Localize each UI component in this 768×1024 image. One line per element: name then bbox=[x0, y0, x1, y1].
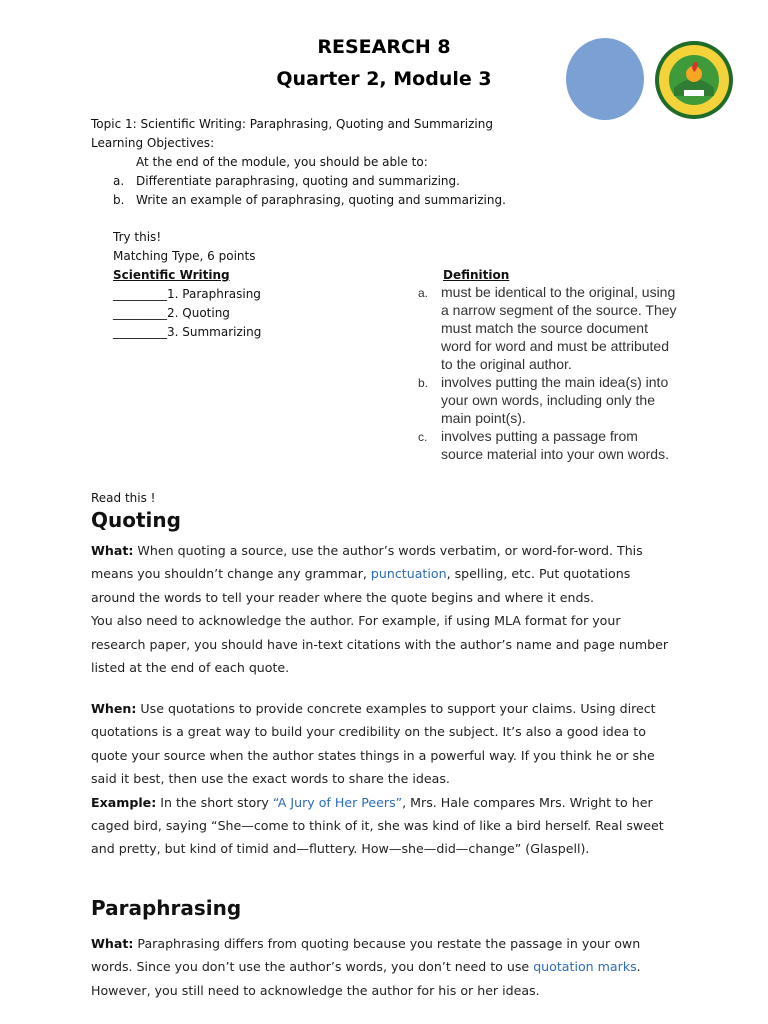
text: Paraphrasing differs from quoting because you restate the passage in your own bbox=[133, 936, 641, 951]
definition-line: must be identical to the original, using bbox=[441, 284, 676, 300]
text: When quoting a source, use the author’s words verbatim, or word-for-word. This bbox=[133, 543, 643, 558]
decorative-circle bbox=[566, 38, 644, 120]
definition-line: to the original author. bbox=[441, 356, 572, 372]
definition-b bbox=[441, 373, 668, 427]
objective-item: Write an example of paraphrasing, quoting and summarizing. bbox=[136, 193, 506, 207]
definition-a bbox=[441, 283, 677, 373]
definition-line: your own words, including only the bbox=[441, 392, 656, 408]
matching-item: _________2. Quoting bbox=[113, 306, 230, 320]
text: caged bird, saying “She—come to think of it, she was kind of like a bird herself. Real sweet bbox=[91, 818, 664, 834]
text: means you shouldn’t change any grammar, bbox=[91, 566, 371, 582]
definition-line: involves putting the main idea(s) into bbox=[441, 374, 669, 390]
quoting-heading: Quoting bbox=[91, 508, 181, 532]
text: quotations is a great way to build your credibility on the subject. It’s also a good idea to bbox=[91, 724, 646, 740]
example-label: Example: bbox=[91, 794, 157, 810]
topic-line: Topic 1: Scientific Writing: Paraphrasing, Quoting and Summarizing bbox=[91, 117, 493, 131]
text: quote your source when the author states things in a powerful way. If you think he or she bbox=[91, 747, 655, 763]
what-label: What: bbox=[91, 936, 134, 951]
objective-marker: b. bbox=[113, 193, 125, 207]
matching-type: Matching Type, 6 points bbox=[113, 249, 256, 263]
division-seal-logo bbox=[654, 40, 734, 120]
text: , spelling, etc. Put quotations bbox=[446, 566, 631, 582]
definition-marker: c. bbox=[418, 430, 428, 444]
definition-line: a narrow segment of the source. They bbox=[441, 302, 677, 318]
try-this: Try this! bbox=[113, 230, 162, 244]
definition-line: involves putting a passage from bbox=[441, 428, 638, 444]
punctuation-link[interactable]: punctuation bbox=[370, 566, 447, 582]
page-subtitle: Quarter 2, Module 3 bbox=[276, 68, 492, 90]
text: said it best, then use the exact words to share the ideas. bbox=[91, 771, 450, 787]
matching-item: _________3. Summarizing bbox=[113, 325, 262, 339]
text: However, you still need to acknowledge the author for his or her ideas. bbox=[91, 982, 540, 998]
objective-item: Differentiate paraphrasing, quoting and summarizing. bbox=[136, 174, 460, 188]
definition-marker: b. bbox=[418, 376, 429, 390]
definition-c bbox=[441, 427, 669, 463]
text: , Mrs. Hale compares Mrs. Wright to her bbox=[402, 794, 653, 810]
when-label: When: bbox=[91, 701, 137, 716]
text: and pretty, but kind of timid and—fluttery. How—she—did—change” (Glaspell). bbox=[91, 841, 590, 857]
text: In the short story bbox=[156, 794, 273, 810]
paraphrasing-what-paragraph bbox=[91, 932, 681, 1002]
read-this: Read this ! bbox=[91, 491, 156, 505]
quoting-what-paragraph bbox=[91, 539, 681, 679]
column-right-header: Definition bbox=[443, 268, 510, 282]
column-left-header: Scientific Writing bbox=[113, 268, 230, 282]
quoting-when-paragraph bbox=[91, 697, 681, 861]
text: listed at the end of each quote. bbox=[91, 660, 290, 676]
text: words. Since you don’t use the author’s words, you don’t need to use bbox=[91, 959, 534, 975]
text: Use quotations to provide concrete examples to support your claims. Using direct bbox=[136, 701, 656, 716]
definition-line: source material into your own words. bbox=[441, 446, 669, 462]
paraphrasing-heading: Paraphrasing bbox=[91, 896, 242, 920]
matching-item: _________1. Paraphrasing bbox=[113, 287, 261, 301]
objectives-label: Learning Objectives: bbox=[91, 136, 215, 150]
definition-line: word for word and must be attributed bbox=[441, 338, 670, 354]
definition-line: must match the source document bbox=[441, 320, 648, 336]
text: around the words to tell your reader where the quote begins and where it ends. bbox=[91, 589, 595, 605]
definition-line: main point(s). bbox=[441, 410, 526, 426]
objective-marker: a. bbox=[113, 174, 125, 188]
objectives-lead: At the end of the module, you should be able to: bbox=[136, 155, 428, 169]
what-label: What: bbox=[91, 543, 134, 558]
page-title: RESEARCH 8 bbox=[317, 36, 451, 58]
definition-marker: a. bbox=[418, 286, 429, 300]
text: . bbox=[636, 959, 641, 975]
text: You also need to acknowledge the author. For example, if using MLA format for your bbox=[91, 613, 621, 629]
quotation-marks-link[interactable]: quotation marks bbox=[533, 959, 637, 975]
jury-of-her-peers-link[interactable]: “A Jury of Her Peers” bbox=[272, 794, 403, 810]
text: research paper, you should have in-text citations with the author’s name and page number bbox=[91, 636, 669, 652]
